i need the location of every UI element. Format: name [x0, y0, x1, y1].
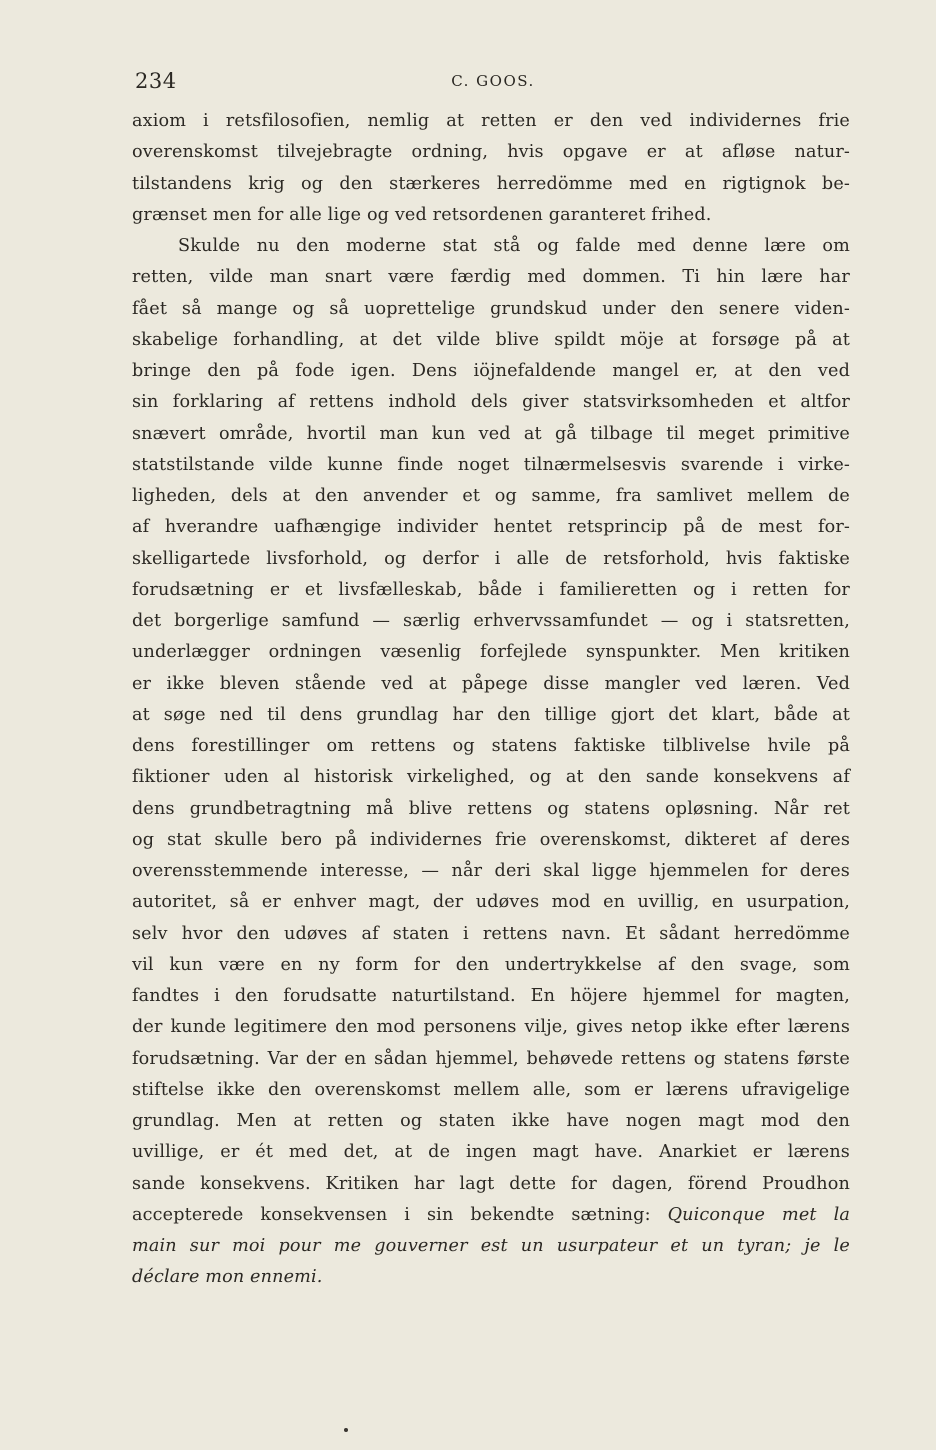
text-line: og stat skulle bero på individernes frie overenskomst, dikteret af deres [132, 829, 850, 850]
text-line: fået så mange og så uoprettelige grundskud under den senere viden- [132, 298, 850, 319]
text-line: at søge ned til dens grundlag har den tillige gjort det klart, både at [132, 704, 850, 725]
text-line: er ikke bleven stående ved at påpege disse mangler ved læren. Ved [132, 673, 850, 694]
quote-lead-text: accepterede konsekvensen i sin bekendte sætning: [132, 1204, 651, 1225]
text-line: det borgerlige samfund — særlig erhvervssamfundet — og i statsretten, [132, 611, 850, 631]
text-line: retten, vilde man snart være færdig med dommen. Ti hin lære har [132, 267, 850, 288]
text-line: selv hvor den udøves af staten i rettens navn. Et sådant herredömme [132, 923, 850, 944]
text-line: af hverandre uafhængige individer hentet retsprincip på de mest for- [132, 517, 850, 538]
text-line: skabelige forhandling, at det vilde blive spildt möje at forsøge på at [132, 329, 850, 350]
text-line: forudsætning er et livsfælleskab, både i familieretten og i retten for [132, 579, 850, 600]
text-line: tilstandens krig og den stærkeres herredömme med en rigtignok be- [132, 173, 850, 194]
text-line: sin forklaring af rettens indhold dels giver statsvirksomheden et altfor [132, 392, 850, 413]
text-line: grundlag. Men at retten og staten ikke have nogen magt mod den [132, 1111, 850, 1131]
body-text [132, 106, 850, 1294]
text-line: uvillige, er ét med det, at de ingen magt have. Anarkiet er lærens [132, 1142, 850, 1163]
text-line: autoritet, så er enhver magt, der udøves mod en uvillig, en usurpation, [132, 892, 850, 913]
text-line: snævert område, hvortil man kun ved at gå tilbage til meget primitive [132, 423, 850, 444]
text-line: grænset men for alle lige og ved retsordenen garanteret frihed. [132, 204, 712, 225]
text-line: overensstemmende interesse, — når deri skal ligge hjemmelen for deres [132, 861, 850, 881]
text-line: axiom i retsfilosofien, nemlig at retten er den ved individernes frie [132, 111, 850, 131]
text-line: skelligartede livsforhold, og derfor i alle de retsforhold, hvis faktiske [132, 548, 850, 569]
quote-line: déclare mon ennemi. [132, 1267, 323, 1288]
text-line: underlægger ordningen væsenlig forfejlede synspunkter. Men kritiken [132, 642, 850, 663]
print-mark [344, 1428, 348, 1432]
page-number: 234 [135, 69, 177, 93]
text-line: vil kun være en ny form for den undertrykkelse af den svage, som [132, 954, 850, 975]
text-line: sande konsekvens. Kritiken har lagt dette for dagen, förend Proudhon [132, 1173, 850, 1194]
text-line: forudsætning. Var der en sådan hjemmel, behøvede rettens og statens første [132, 1048, 850, 1069]
text-line: fiktioner uden al historisk virkelighed, og at den sande konsekvens af [132, 767, 850, 788]
text-line: Skulde nu den moderne stat stå og falde med denne lære om [178, 236, 850, 256]
text-line: dens grundbetragtning må blive rettens og statens opløsning. Når ret [132, 798, 850, 819]
text-line: stiftelse ikke den overenskomst mellem alle, som er lærens ufravigelige [132, 1079, 850, 1100]
text-line: ligheden, dels at den anvender et og samme, fra samlivet mellem de [132, 486, 850, 506]
text-line: overenskomst tilvejebragte ordning, hvis opgave er at afløse natur- [132, 142, 850, 163]
quote-start-text: Quiconque met la [667, 1204, 850, 1225]
page-header [135, 66, 851, 96]
quote-lead-line [132, 1200, 850, 1231]
text-line: bringe den på fode igen. Dens iöjnefaldende mangel er, at den ved [132, 361, 850, 381]
text-line: dens forestillinger om rettens og statens faktiske tilblivelse hvile på [132, 736, 850, 756]
text-line: statstilstande vilde kunne finde noget tilnærmelsesvis svarende i virke- [132, 454, 850, 475]
text-line: fandtes i den forudsatte naturtilstand. En höjere hjemmel for magten, [132, 986, 850, 1006]
text-line: der kunde legitimere den mod personens vilje, gives netop ikke efter lærens [132, 1017, 850, 1038]
running-head: C. GOOS. [451, 72, 535, 90]
quote-line: main sur moi pour me gouverner est un usurpateur et un tyran; je le [132, 1236, 850, 1256]
